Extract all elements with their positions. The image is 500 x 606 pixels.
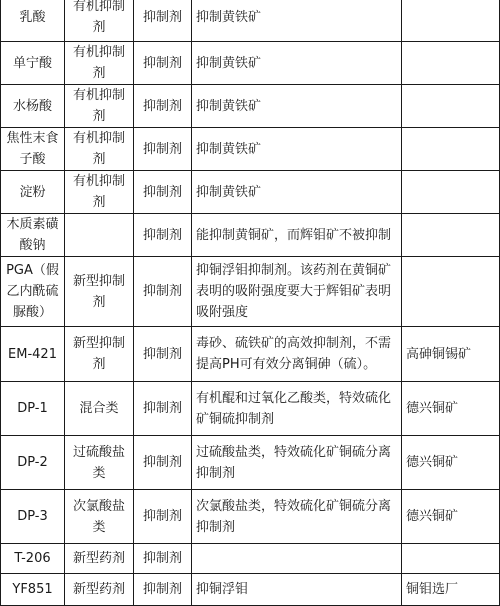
cell-name: 木质素磺酸钠 [1,214,65,257]
table-row [1,42,500,85]
table-row [1,85,500,128]
cell-description: 抑铜浮钼 [192,574,402,606]
table-row [1,214,500,257]
cell-application [402,85,500,128]
cell-name: DP-3 [1,490,65,544]
cell-name: PGA（假乙内酰硫脲酸） [1,257,65,327]
cell-type: 有机抑制剂 [65,85,134,128]
cell-description: 有机醌和过氧化乙酸类，特效硫化矿铜硫抑制剂 [192,382,402,436]
cell-name: DP-1 [1,382,65,436]
cell-type [65,214,134,257]
cell-description: 抑制黄铁矿 [192,171,402,214]
cell-name: DP-2 [1,436,65,490]
cell-function: 抑制剂 [134,436,192,490]
cell-type: 混合类 [65,382,134,436]
cell-function: 抑制剂 [134,0,192,42]
table-row [1,257,500,327]
cell-application [402,544,500,574]
cell-name: 乳酸 [1,0,65,42]
cell-application [402,257,500,327]
cell-name: 淀粉 [1,171,65,214]
cell-application [402,171,500,214]
cell-type: 有机抑制剂 [65,171,134,214]
cell-application: 德兴铜矿 [402,490,500,544]
cell-function: 抑制剂 [134,382,192,436]
cell-name: 焦性末食子酸 [1,128,65,171]
cell-application: 德兴铜矿 [402,382,500,436]
cell-name: T-206 [1,544,65,574]
cell-description: 抑制黄铁矿 [192,128,402,171]
cell-application: 高砷铜锡矿 [402,327,500,382]
table-row [1,436,500,490]
cell-function: 抑制剂 [134,544,192,574]
cell-name: 水杨酸 [1,85,65,128]
cell-type: 新型药剂 [65,544,134,574]
table-row [1,382,500,436]
cell-description: 抑制黄铁矿 [192,42,402,85]
table-body [1,0,500,606]
cell-type: 新型抑制剂 [65,327,134,382]
cell-name: EM-421 [1,327,65,382]
cell-type: 新型抑制剂 [65,257,134,327]
cell-name: 单宁酸 [1,42,65,85]
cell-description: 能抑制黄铜矿，而辉钼矿不被抑制 [192,214,402,257]
table-row [1,0,500,42]
cell-application: 德兴铜矿 [402,436,500,490]
cell-description: 抑制黄铁矿 [192,0,402,42]
cell-function: 抑制剂 [134,128,192,171]
cell-function: 抑制剂 [134,490,192,544]
cell-application [402,0,500,42]
cell-description: 次氯酸盐类，特效硫化矿铜硫分离抑制剂 [192,490,402,544]
cell-function: 抑制剂 [134,257,192,327]
cell-type: 有机抑制剂 [65,0,134,42]
cell-function: 抑制剂 [134,327,192,382]
table-row [1,490,500,544]
table-row [1,327,500,382]
cell-type: 新型药剂 [65,574,134,606]
cell-name: YF851 [1,574,65,606]
cell-application [402,42,500,85]
cell-function: 抑制剂 [134,214,192,257]
cell-application [402,214,500,257]
cell-description: 抑制黄铁矿 [192,85,402,128]
cell-type: 次氯酸盐类 [65,490,134,544]
cell-type: 过硫酸盐类 [65,436,134,490]
cell-function: 抑制剂 [134,42,192,85]
table-row [1,171,500,214]
cell-description [192,544,402,574]
cell-application: 铜钼选厂 [402,574,500,606]
cell-description: 抑铜浮钼抑制剂。该药剂在黄铜矿表明的吸附强度要大于辉钼矿表明吸附强度 [192,257,402,327]
cell-application [402,128,500,171]
cell-description: 毒砂、硫铁矿的高效抑制剂，不需提高PH可有效分离铜砷（硫）。 [192,327,402,382]
cell-function: 抑制剂 [134,574,192,606]
table-row [1,544,500,574]
cell-type: 有机抑制剂 [65,42,134,85]
table-row [1,128,500,171]
table-row [1,574,500,606]
cell-description: 过硫酸盐类，特效硫化矿铜硫分离抑制剂 [192,436,402,490]
cell-function: 抑制剂 [134,85,192,128]
cell-type: 有机抑制剂 [65,128,134,171]
cell-function: 抑制剂 [134,171,192,214]
